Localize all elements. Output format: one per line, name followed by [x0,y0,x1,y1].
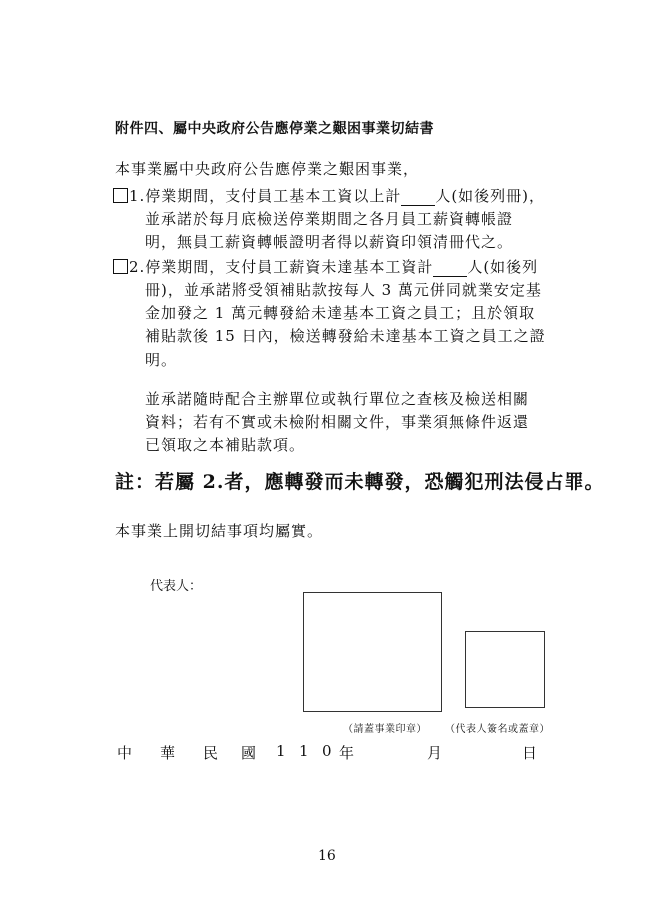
legal-note: 註：若屬 2.者，應轉發而未轉發，恐觸犯刑法侵占罪。 [115,471,605,493]
date-year-label: 年 [339,744,355,762]
document-title: 附件四、屬中央政府公告應停業之艱困事業切結書 [115,121,434,137]
company-stamp-box[interactable] [303,592,442,712]
representative-stamp-box[interactable] [465,631,545,708]
option2-line2: 冊)，並承諾將受領補貼款按每人 3 萬元併同就業安定基 [145,281,542,299]
option1-line3: 明，無員工薪資轉帳證明者得以薪資印領清冊代之。 [145,233,514,251]
date-year-digit-1: 1 [276,742,286,760]
representative-stamp-label: （代表人簽名或蓋章） [445,724,550,735]
option2-line5: 明。 [145,351,178,369]
date-char-3: 民 [203,744,219,762]
option1-line1-b: 人(如後列冊)， [435,187,546,205]
option2-count-blank[interactable] [433,262,467,277]
date-char-4: 國 [241,744,257,762]
option1-count-blank[interactable] [401,191,435,206]
page-number: 16 [318,848,336,864]
option1-line1 [113,185,545,206]
date-char-2: 華 [160,744,176,762]
date-day-label: 日 [522,744,538,762]
option2-line1-a: 2.停業期間，支付員工薪資未達基本工資計 [129,258,434,276]
option1-checkbox[interactable] [113,188,128,203]
option2-line1-b: 人(如後列 [467,258,539,276]
representative-label: 代表人： [150,579,203,594]
date-year-digit-2: 1 [299,742,309,760]
option2-line3: 金加發之 1 萬元轉發給未達基本工資之員工；且於領取 [145,304,536,322]
option2-line4: 補貼款後 15 日內，檢送轉發給未達基本工資之員工之證 [145,327,546,345]
commitment-line1: 並承諾隨時配合主辦單位或執行單位之查核及檢送相關 [145,390,530,408]
commitment-line3: 已領取之本補貼款項。 [145,436,306,454]
option1-line1-a: 1.停業期間，支付員工基本工資以上計 [129,187,402,205]
date-char-1: 中 [117,744,133,762]
company-stamp-label: （請蓋事業印章） [343,724,427,735]
option1-line2: 並承諾於每月底檢送停業期間之各月員工薪資轉帳證 [145,210,514,228]
commitment-line2: 資料；若有不實或未檢附相關文件，事業須無條件返還 [145,413,530,431]
date-month-label: 月 [427,744,443,762]
option2-checkbox[interactable] [113,259,128,274]
declaration-text: 本事業上開切結事項均屬實。 [115,522,324,540]
intro-text: 本事業屬中央政府公告應停業之艱困事業， [115,160,420,178]
option2-line1 [113,256,538,277]
date-year-digit-3: 0 [322,742,332,760]
